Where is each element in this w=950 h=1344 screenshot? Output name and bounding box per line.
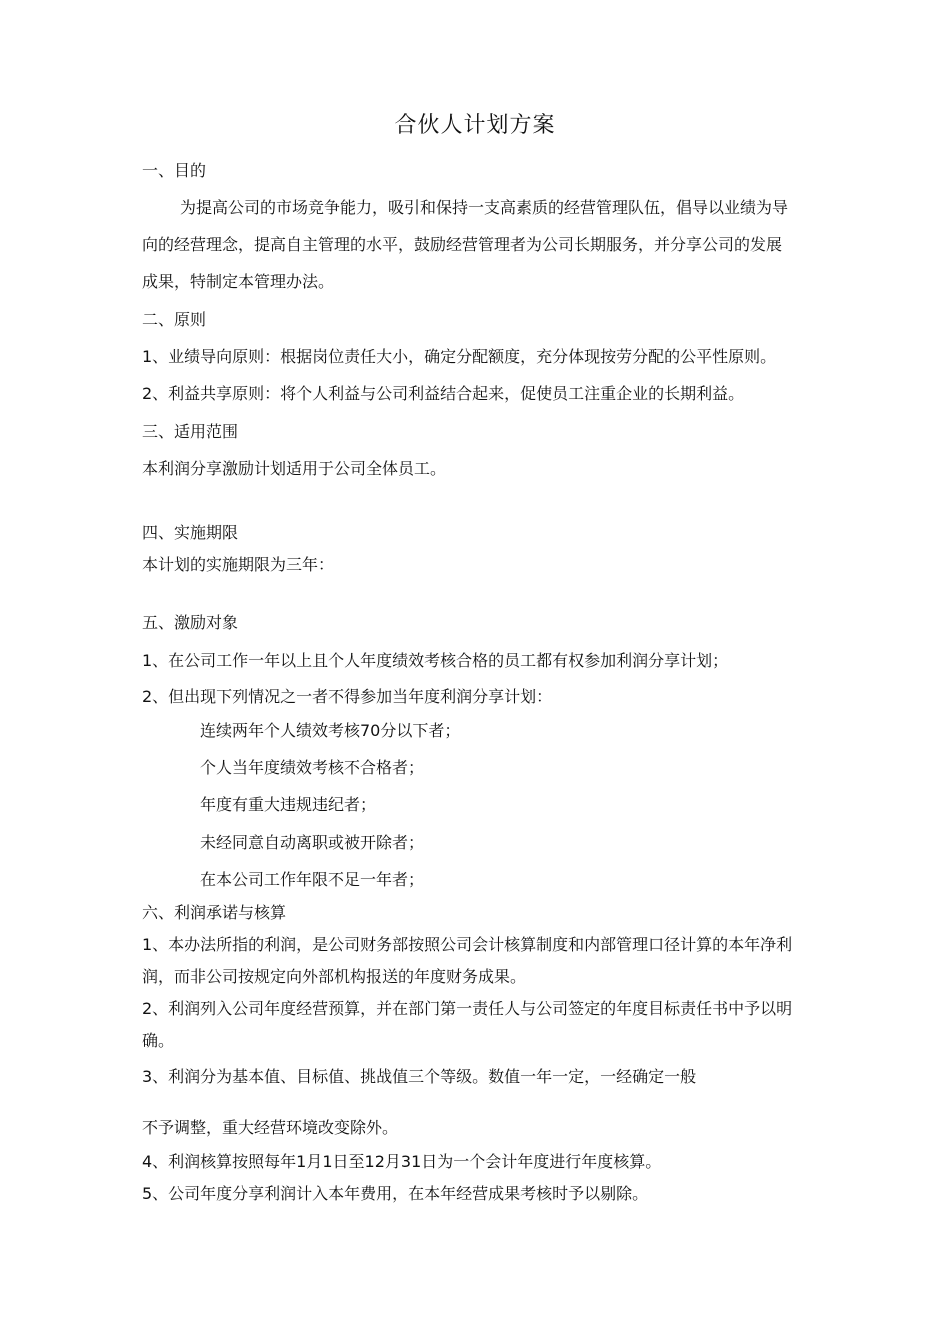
list-item: 2、利润列入公司年度经营预算，并在部门第一责任人与公司签定的年度目标责任书中予以明 [142, 999, 793, 1018]
list-item: 2、利益共享原则：将个人利益与公司利益结合起来，促使员工注重企业的长期利益。 [142, 384, 745, 403]
paragraph-line: 确。 [142, 1031, 175, 1050]
paragraph-line: 不予调整，重大经营环境改变除外。 [142, 1118, 399, 1137]
sub-list-item: 连续两年个人绩效考核70分以下者； [200, 721, 461, 740]
list-item: 1、在公司工作一年以上且个人年度绩效考核合格的员工都有权参加利润分享计划； [142, 651, 729, 670]
paragraph-line: 为提高公司的市场竞争能力，吸引和保持一支高素质的经营管理队伍，倡导以业绩为导 [180, 198, 789, 217]
list-item: 2、但出现下列情况之一者不得参加当年度利润分享计划： [142, 687, 553, 706]
list-item: 3、利润分为基本值、目标值、挑战值三个等级。数值一年一定，一经确定一般 [142, 1067, 697, 1086]
sub-list-item: 个人当年度绩效考核不合格者； [200, 758, 425, 777]
sub-list-item: 未经同意自动离职或被开除者； [200, 833, 425, 852]
section-heading-profit: 六、利润承诺与核算 [142, 903, 287, 922]
paragraph-line: 本利润分享激励计划适用于公司全体员工。 [142, 459, 447, 478]
document-title: 合伙人计划方案 [394, 113, 556, 138]
paragraph-line: 向的经营理念，提高自主管理的水平，鼓励经营管理者为公司长期服务，并分享公司的发展 [142, 235, 783, 254]
sub-list-item: 年度有重大违规违纪者； [200, 795, 377, 814]
list-item: 1、业绩导向原则：根据岗位责任大小，确定分配额度，充分体现按劳分配的公平性原则。 [142, 347, 777, 366]
paragraph-line: 本计划的实施期限为三年： [142, 555, 335, 574]
section-heading-period: 四、实施期限 [142, 523, 239, 542]
section-heading-purpose: 一、目的 [142, 161, 207, 180]
section-heading-principles: 二、原则 [142, 310, 207, 329]
section-heading-scope: 三、适用范围 [142, 422, 239, 441]
paragraph-line: 成果，特制定本管理办法。 [142, 272, 335, 291]
list-item: 5、公司年度分享利润计入本年费用，在本年经营成果考核时予以剔除。 [142, 1184, 649, 1203]
section-heading-targets: 五、激励对象 [142, 613, 239, 632]
list-item: 4、利润核算按照每年1月1日至12月31日为一个会计年度进行年度核算。 [142, 1152, 662, 1171]
paragraph-line: 润，而非公司按规定向外部机构报送的年度财务成果。 [142, 967, 527, 986]
list-item: 1、本办法所指的利润，是公司财务部按照公司会计核算制度和内部管理口径计算的本年净利 [142, 935, 793, 954]
sub-list-item: 在本公司工作年限不足一年者； [200, 870, 425, 889]
